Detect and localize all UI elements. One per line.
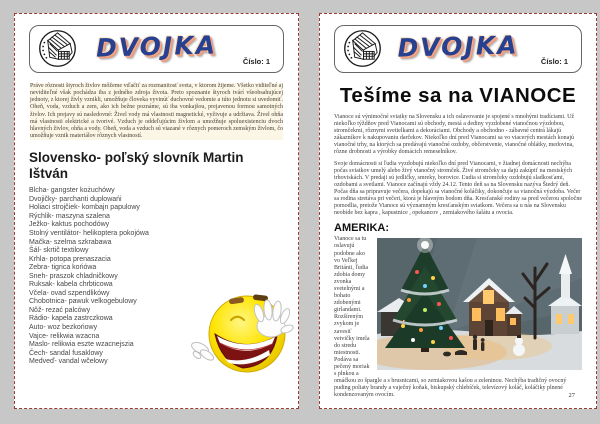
dictionary-entry: Blcha- gangster kożuchówy — [29, 187, 115, 195]
masthead — [29, 25, 284, 73]
dictionary-entry: Sneh- praszok chladničkowy — [29, 272, 118, 280]
dictionary-entry: Ježko- kaktus pochodówy — [29, 221, 110, 229]
dictionary-entry: Maslo- relikwia eszte wzacnejszia — [29, 341, 134, 349]
dictionary-entry: Medveď- vandal wčelowy — [29, 358, 108, 366]
magazine-title: DVOJKA — [95, 30, 218, 63]
dictionary-entry: Krhla- potopa prenaszacia — [29, 255, 111, 263]
masthead — [334, 25, 582, 73]
dictionary-section-title: Slovensko- poľský slovník Martin Ištván — [29, 150, 244, 182]
dictionary-entry: Holiaci strojčiek- kombajn papulowy — [29, 204, 140, 212]
dictionary-entry: Zebra- tigrica końówa — [29, 264, 97, 272]
page-right — [319, 13, 597, 409]
amerika-section — [334, 236, 582, 399]
intro-paragraph: Práve rôznosti štyroch živlov môžeme vďačiť za rozmanitosť sveta, v ktorom žijeme. Všetko viditeľné aj neviditeľné však pochádza iba z jedného zdroja života. Preto spoznanie štyroch tvárí všeobsahujúcej jednoty, z ktorej živly vznikli, umožňuje človeka vyvinúť duchovné vedomie a túto jednotu si uvedomiť. Oheň, voda, vzduch a zem, ako ich bežne poznáme, sú iba vonkajšou, prejavenou formou samotných živlov. Ich prejavy sú nasledovné: Živel vody má vlastnosti magnetické, vyživuje a udržiava. Živel ohňa má vlastnosti elektrické a tvorivé. Vzduch je oddeľujúcim živlom a umožňuje spoluexistenciu dvoch hlavných živlov, ohňa a vody. Oheň, voda a vzduch sú viazané v rôznych pomeroch zemským živlom, čo umožňuje vznik materiálov rôznych vlastností. — [30, 83, 283, 140]
page-left — [14, 13, 299, 409]
article-title: Tešíme sa na VIANOCE — [339, 84, 577, 107]
issue-number: Číslo: 1 — [242, 57, 270, 66]
dictionary-entry: Chobotnica- pawuk velkogebulowy — [29, 298, 137, 306]
dictionary-entry: Vajce- relikwia wzacna — [29, 332, 100, 340]
dictionary-entry: Dvojičky- parchanti duplowańi — [29, 195, 122, 203]
magazine-title: DVOJKA — [397, 30, 519, 63]
laughing-smiley-illustration — [189, 282, 295, 388]
dictionary-entry: Mačka- szelma szkrabawa — [29, 238, 112, 246]
dictionary-entry: Nôž- rezać palcówy — [29, 306, 91, 314]
issue-number: Číslo: 1 — [540, 57, 568, 66]
page-number: 27 — [568, 392, 575, 399]
dictionary-entry: Čech- sandal fusaklowy — [29, 349, 103, 357]
dictionary-entry: Včela- ovad szpendlikówy — [29, 289, 110, 297]
dictionary-entry: Auto- woz bezkońowy — [29, 324, 98, 331]
amerika-heading: AMERIKA: — [334, 222, 389, 235]
dictionary-entry: Rádio- kapela zastrczkowa — [29, 315, 113, 323]
dictionary-entry: Šál- skrtič textilowy — [29, 247, 89, 255]
dictionary-entry: Stolný ventilátor- helikoptera pokojówa — [29, 229, 149, 237]
amerika-paragraph: Vianoce sa tu oslavujú podobne ako vo Veľkej Británii, ľudia zdobia domy zvonka svetelnými a bohato zdobenými girlandami. Rozšíreným zvykom je zavesiť vetvičky imela do stredu miestnosti. Podáva sa pečený moriak s plnkou a omáčkou zo špargle a s brusnicami, so zemiakovou kašou a zeleninou. Nechýba tradičný ovocný puding poliaty brandy a vaječný koňak, biskupský chlebíček, televízový koláč, koláčiky plnené kondenzovaným ovocím. — [334, 236, 567, 399]
dictionary-entry: Rýchlik- maszyna szalena — [29, 212, 110, 220]
article-paragraph-1: Vianoce sú výnimočné sviatky na Slovensku a ich oslavovanie je spojené s mnohými tradíciami. Už niekoľko týždňov pred Vianocami sú obchody, mestá a dediny vyzdobené vianočnou výzdobou, stromčekmi, rôznymi svetielkami a dekoráciami. Obchody a obchodno - zábavné centrá lákajú zákazníkov k nakupovaniu darčekov. Niekoľko dní pred Vianocami sa vo viacerých mestách konajú vianočné trhy, na ktorých sa predávajú vianočné ozdoby, občerstvenie, vianočné oblátky, medovina, rôzne drobnosti a výrobky domácich remeselníkov. — [334, 114, 575, 156]
dictionary-entry: Ruksak- kabela chrbticowa — [29, 281, 113, 289]
article-paragraph-2: Svoje domácnosti si ľudia vyzdobujú niekoľko dní pred Vianocami, v žiadnej domácnosti nechýba počas sviatkov umelý alebo živý vianočný stromček. Živé stromčeky sa dajú zakúpiť na mestských trhoviskách. V predaji sú jedličky, smreky, borovice. Ľudia si stromčeky ozdobujú sladkosťami, ozdobami a svetlami. Vianoce začínajú vždy 24.12. Tento deň sa na Slovensku nazýva Štedrý deň. Počas dňa sa pripravuje večera, dopekajú sa vianočné koláčiky, dokončuje sa vianočná výzdoba. Večer sa rodina stretáva pri večeri, ktorá je hlavným bodom dňa. Kresťanské rodiny sa pred večerou spoločne pomodlia, pretože Vianoce sú významným kresťanským sviatkom. Večera sa u nás na Slovensku neobíde bez kapra , kapustnice , opekancov , zemiakového šalátu a ovocia. — [334, 160, 582, 217]
christmas-village-illustration — [377, 238, 582, 370]
